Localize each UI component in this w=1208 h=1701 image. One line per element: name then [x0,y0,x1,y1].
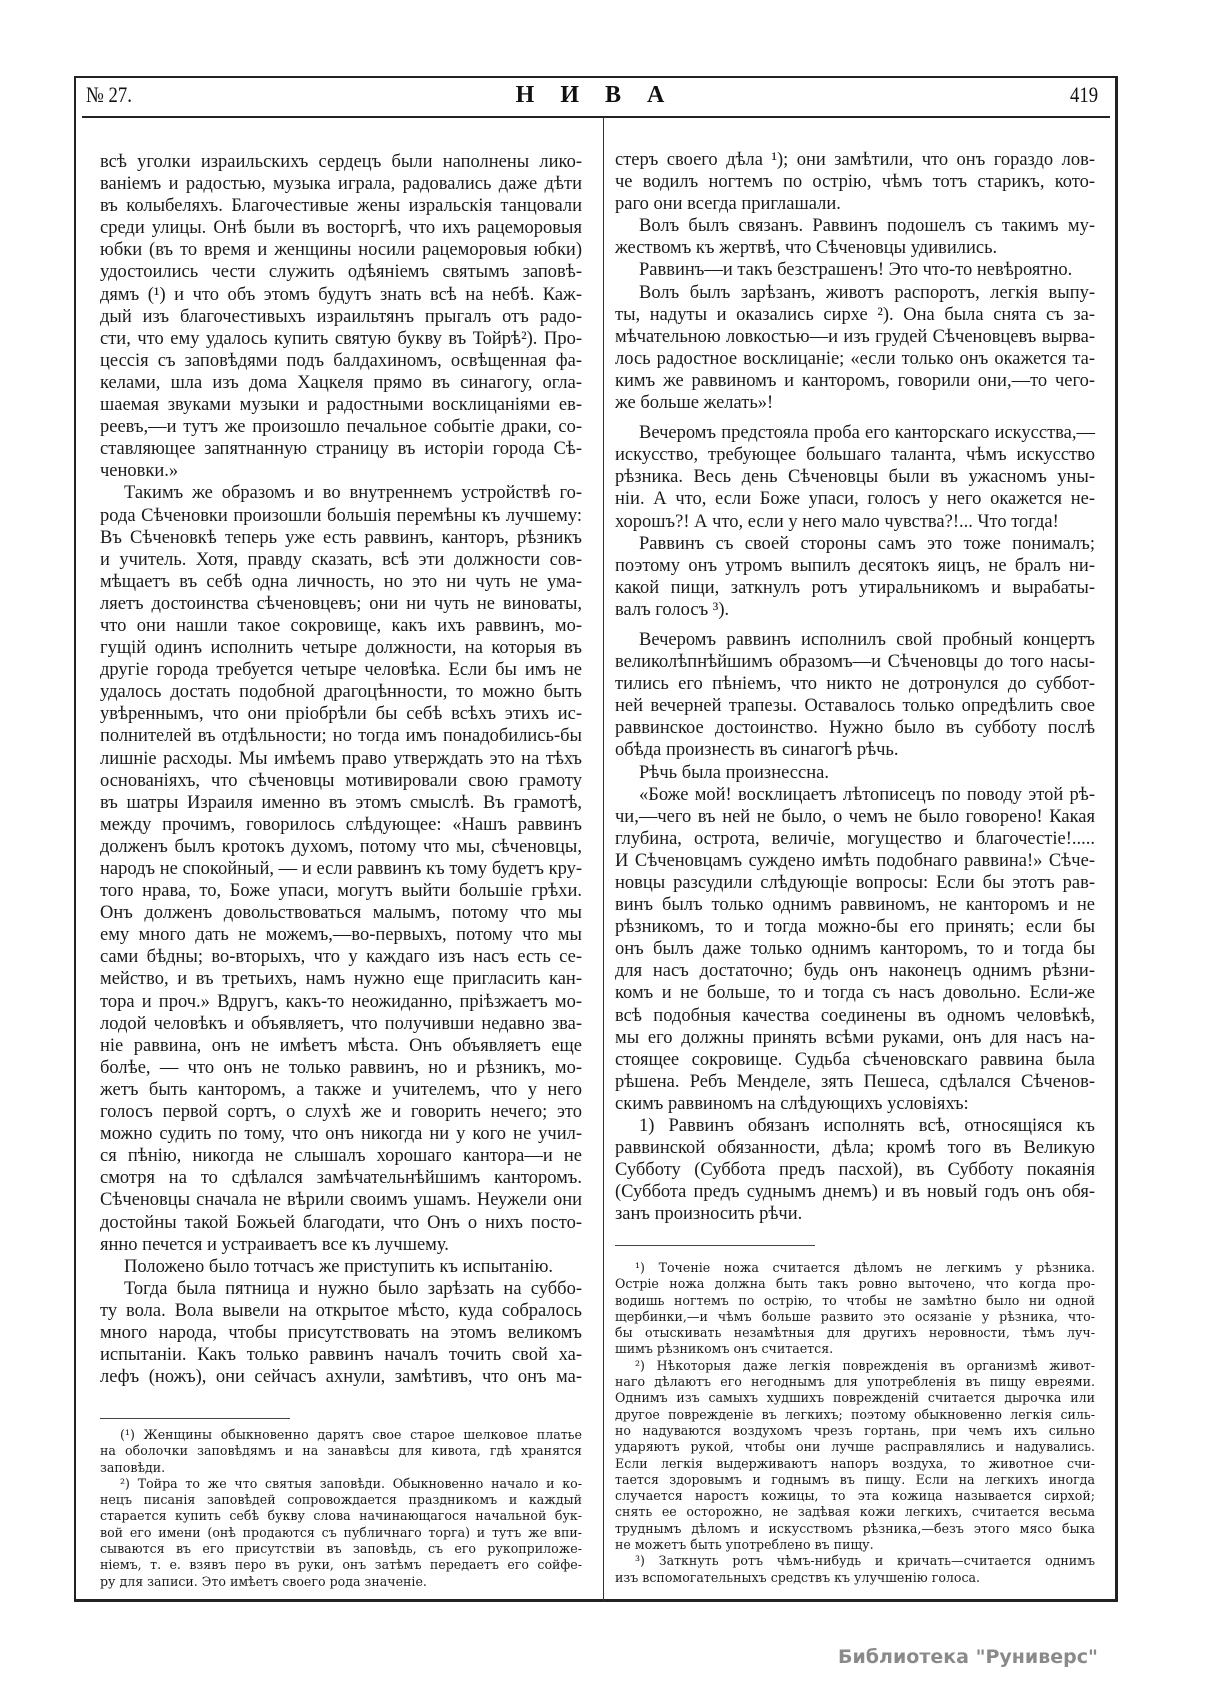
text-line: въ шатры Израиля именно въ этомъ смыслѣ. Въ грамотѣ, [100,792,582,813]
text-line: искусство, требующее большаго таланта, чѣмъ искусство [615,445,1095,466]
text-line: водишь ногтемъ по острію, то чтобы не замѣтно было ни одной [615,1292,1095,1308]
right-footnote-rule [615,1245,815,1246]
text-line: рѣзника. Весь день Сѣченовцы были въ ужасномъ уны- [615,467,1095,488]
text-line: ніи. А что, если Боже упаси, голосъ у него окажется не- [615,489,1095,510]
paragraph [100,1278,582,1388]
text-line: какой пищи, заткнулъ ротъ утиральникомъ и вырабаты- [615,577,1095,598]
text-line: онъ былъ даже только однимъ канторомъ, то и тогда бы [615,939,1095,960]
text-line: скимъ раввиномъ на слѣдующихъ условіяхъ: [615,1093,969,1114]
text-line: шаемая звуками музыки и радостными восклицаніями ев- [100,395,582,416]
text-line: вой его имени (онѣ продаются съ публичнаго торга) и тутъ же впи- [100,1524,582,1540]
text-line: народъ не спокойный, — и если раввинъ къ тому будетъ кру- [100,859,582,879]
text-line: ся пѣнію, никогда не слышалъ хорошаго кантора—и не [100,1146,582,1167]
text-line: много народа, чтобы присутствовать на этомъ великомъ [100,1322,582,1343]
text-line: янно печется и устраиваетъ все къ лучшему. [100,1234,449,1255]
text-line: «Боже мой! восклицаетъ лѣтописецъ по поводу этой рѣ- [639,784,1095,805]
page-number: 419 [1070,82,1099,107]
text-line: рода Сѣченовки произошли большія перемѣны къ лучшему: [100,505,582,526]
text-line: старается купить себѣ букву слова начинающагося начальной бук- [100,1508,582,1524]
paragraph [615,784,1095,1115]
column-divider [603,118,604,1602]
text-line: че водилъ ногтемъ по острію, чѣмъ тотъ старикъ, кото- [615,172,1095,193]
paragraph [615,259,1095,281]
left-column-footnotes [100,1427,582,1590]
text-line: наго дѣлаютъ его негоднымъ для употребленія въ пищу евреями. [615,1374,1095,1390]
text-line: мѣчательною ловкостью—и изъ грудей Сѣченовцевъ вырва- [615,326,1095,347]
header-rule [82,116,1110,118]
text-line: въ колыбеляхъ. Благочестивые жены изральскія танцовали [100,196,582,217]
text-line: не можетъ быть употреблено въ пищу. [615,1537,874,1553]
text-line: сываются въ его присутствіи въ заповѣдь, съ его рукоприложе- [100,1541,582,1557]
text-line: ты, надуты и оказались сирхе ²). Она была снята съ за- [615,304,1095,325]
text-line: рѣшена. Ребъ Менделе, зять Пешеса, сдѣлался Сѣченов- [615,1071,1095,1092]
text-line: Въ Сѣченовкѣ теперь уже есть раввинъ, канторъ, рѣзникъ [100,527,582,548]
right-column-footnotes [615,1260,1095,1586]
text-line: жетъ быть канторомъ, а также и учителемъ, что у него [100,1079,582,1100]
text-line: же больше желать»! [615,393,774,414]
text-line: Раввинъ съ своей стороны самъ это тоже понималъ; [639,533,1095,554]
text-line: лось радостное восклицаніе; «если только онъ окажется та- [615,348,1095,369]
text-line: винъ былъ только однимъ раввиномъ, не канторомъ и не [615,895,1095,916]
paragraph [615,533,1095,621]
text-line: жествомъ къ жертвѣ, что Сѣченовцы удивились. [615,238,998,259]
paragraph [615,1553,1095,1586]
text-line: Онъ долженъ довольствоваться малымъ, потому что мы [100,903,582,924]
text-line: дый изъ благочестивыхъ израильтянъ прыгалъ отъ радо- [100,306,582,327]
text-line: ту вола. Вола вывели на открытое мѣсто, куда собралось [100,1300,582,1321]
text-line: всѣ подобныя качества соединены въ одномъ человѣкѣ, [615,1005,1095,1026]
library-watermark: Библиотека "Руниверс" [838,1646,1098,1668]
text-line: тается здоровымъ и годнымъ въ пищу. Если на легкихъ иногда [615,1471,1095,1487]
text-line: ²) Тойра то же что святыя заповѣди. Обыкновенно начало и ко- [120,1475,582,1491]
text-line: Положено было тотчасъ же приступить къ испытанію. [124,1256,554,1277]
paragraph [100,482,582,1255]
text-line: ¹) Точеніе ножа считается дѣломъ не легкимъ у рѣзника. [635,1260,1095,1275]
text-line: цессія съ заповѣдями подъ балдахиномъ, освѣщенная фа- [100,350,582,371]
text-line: заповѣди. [100,1459,166,1475]
text-line: лишніе расходы. Мы имѣемъ право утверждать это на тѣхъ [100,748,582,769]
text-line: мейство, и въ третьихъ, намъ нужно еще пригласить кан- [100,969,582,990]
text-line: (¹) Женщины обыкновенно дарятъ свое старое шелковое платье [120,1427,582,1442]
text-line: мѣщаетъ въ себѣ одна личность, но это ни чуть не ума- [100,571,582,592]
text-line: среди улицы. Онѣ были въ восторгѣ, что ихъ рацеморовыя [100,218,582,239]
text-line: Остріе ножа должна быть такъ ровно выточено, что когда про- [615,1276,1095,1292]
text-line: всѣ уголки израильскихъ сердецъ были наполнены лико- [100,152,582,172]
text-line: случается наростъ кожицы, то эта кожица называется сирхой; [615,1488,1095,1504]
text-line: кимъ же раввиномъ и канторомъ, говорили они,—то чего- [615,370,1095,391]
text-line: ²) Нѣкоторыя даже легкія поврежденія въ организмѣ живот- [635,1357,1095,1373]
text-line: для насъ достаточно; будь онъ наконецъ однимъ рѣзни- [615,961,1095,982]
text-line: ставляющее запятнанную страницу въ исторіи города Сѣ- [100,439,582,460]
text-line: ченовки.» [100,461,179,482]
text-line: щербинки,—и чѣмъ больше развито это осязаніе у рѣзника, что- [615,1308,1095,1324]
paragraph [100,1476,582,1590]
paragraph [100,1427,582,1476]
paragraph [615,282,1095,415]
text-line: нецъ писанія заповѣдей сопровождается праздникомъ и каждый [100,1492,582,1508]
text-line: труднымъ дѣломъ и искусствомъ рѣзника,—безъ этого мясо быка [615,1520,1095,1536]
text-line: между прочимъ, говорилось слѣдующее: «Нашъ раввинъ [100,814,582,835]
right-column-text [615,149,1095,1226]
paragraph [615,1260,1095,1358]
text-line: тора и проч.» Вдругъ, какъ-то неожиданно, пріѣзжаетъ мо- [100,991,582,1012]
text-line: и учитель. Хотя, правду сказать, всѣ эти должности сов- [100,549,582,570]
text-line: ударяютъ рукой, чтобы они лучше расправлялись и надувались. [615,1439,1095,1455]
text-line: новцы разсудили слѣдующіе вопросы: Если бы этотъ рав- [615,873,1095,893]
text-line: комъ и не больше, то и тогда съ насъ довольно. Если-же [615,983,1095,1004]
text-line: глубина, острота, величіе, могущество и благочестіе!..... [615,828,1095,849]
text-line: обѣда произнесть въ синагогѣ рѣчь. [615,740,899,761]
text-line: келами, шла изъ дома Хацкеля прямо въ синагогу, огла- [100,372,582,393]
left-footnote-rule [100,1418,290,1419]
text-line: сти, что ему удалось купить святую букву въ Тойрѣ²). Про- [100,328,582,349]
text-line: Рѣчь была произнессна. [639,762,829,783]
text-line: ней вечерней трапезы. Оставалось только опредѣлить свое [615,696,1095,717]
text-line: хорошъ?! А что, если у него мало чувства?!... Что тогда! [615,511,1059,532]
text-line: гущій одинъ исполнить четыре должности, на которыя въ [100,638,582,659]
text-line: снять ее осторожно, не задѣвая кожи легкихъ, считается весьма [615,1504,1095,1520]
text-line: тились его пѣніемъ, что никто не дотронулся до суббот- [615,674,1095,695]
text-line: другіе города требуется четыре человѣка. Если бы имъ не [100,660,582,681]
paragraph [615,1115,1095,1225]
issue-number: № 27. [86,82,132,107]
text-line: валъ голосъ ³). [615,599,730,620]
text-line: увѣреннымъ, что они пріобрѣли бы себѣ всѣхъ этихъ ис- [100,704,582,725]
text-line: Однимъ изъ самыхъ худшихъ поврежденій считается дырочка или [615,1390,1095,1406]
text-line: юбки (въ то время и женщины носили рацеморовыя юбки) [100,240,582,261]
text-line: достойны такой Божьей благодати, что Онъ о нихъ посто- [100,1212,582,1233]
text-line: ніе раввина, онъ не имѣетъ мѣста. Онъ объявляетъ еще [100,1035,582,1056]
paragraph [615,422,1095,532]
text-line: сами бѣдны; во-вторыхъ, что у каждаго изъ насъ есть се- [100,947,582,968]
paragraph [100,1256,582,1278]
paragraph [615,1358,1095,1554]
text-line: Субботу (Суббота предъ пасхой), въ Субботу покаянія [615,1160,1095,1181]
text-line: Волъ былъ зарѣзанъ, животъ распоротъ, легкія выпу- [639,282,1095,303]
text-line: удалось достать подобной драгоцѣнности, то можно быть [100,682,582,703]
text-line: реевъ,—и тутъ же произошло печальное событіе драки, со- [100,417,582,438]
text-line: Тогда была пятница и нужно было зарѣзать на суббо- [124,1278,582,1299]
text-line: ³) Заткнуть ротъ чѣмъ-нибудь и кричать—считается однимъ [635,1553,1095,1569]
text-line: на оболочки заповѣдямъ и на занавѣсы для кивота, гдѣ хранятся [100,1443,582,1459]
text-line: стеръ своего дѣла ¹); они замѣтили, что онъ гораздо лов- [615,150,1095,170]
text-line: великолѣпнѣйшимъ образомъ—и Сѣченовцы до того насы- [615,652,1095,673]
text-line: рѣзникомъ, то и тогда можно-бы его принять; если бы [615,917,1095,938]
paragraph [615,149,1095,215]
text-line: лодой человѣкъ и объявляетъ, что получивши недавно зва- [100,1013,582,1034]
text-line: но надуваются воздухомъ чрезъ гортань, при чемъ ихъ сильно [615,1422,1095,1438]
text-line: Раввинъ—и такъ безстрашенъ! Это что-то невѣроятно. [639,260,1073,281]
text-line: поэтому онъ утромъ выпилъ десятокъ яицъ, не бралъ ни- [615,555,1095,576]
text-line: ру для записи. Это имѣетъ своего рода значеніе. [100,1573,427,1589]
text-line: ваніемъ и радостью, музыка играла, радовались даже дѣти [100,174,582,195]
text-line: болѣе, — что онъ не только раввинъ, но и рѣзникъ, мо- [100,1057,582,1078]
text-line: ему много дать не можемъ,—во-первыхъ, потому что мы [100,925,582,946]
text-line: раввинское достоинство. Нужно было въ субботу послѣ [615,718,1095,739]
text-line: Если легкія выдерживаютъ напоръ воздуха, то животное счи- [615,1455,1095,1471]
text-line: основаніяхъ, что сѣченовцы мотивировали свою грамоту [100,770,582,791]
text-line: Вечеромъ предстояла проба его канторскаго искусства,— [639,423,1095,444]
text-line: изъ вспомогательныхъ средствъ къ улучшенію голоса. [615,1569,981,1585]
text-line: 1) Раввинъ обязанъ исполнять всѣ, относящіяся къ [639,1116,1095,1137]
text-line: удостоились чести служить одѣяніемъ святымъ заповѣ- [100,262,582,283]
text-line: того нрава, то, Боже упаси, могутъ выйти большіе грѣхи. [100,881,582,902]
paragraph [615,629,1095,762]
text-line: Такимъ же образомъ и во внутреннемъ устройствѣ го- [124,483,582,504]
text-line: дямъ (¹) и что объ этомъ будутъ знать всѣ на небѣ. Каж- [100,284,582,305]
text-line: И Сѣченовцамъ суждено имѣть подобнаго раввина!» Сѣче- [615,850,1095,871]
text-line: другое поврежденіе въ легкихъ; поэтому обыкновенно легкія силь- [615,1406,1095,1422]
text-line: долженъ былъ кротокъ духомъ, потому что мы, сѣченовцы, [100,836,582,857]
paragraph [100,151,582,482]
text-line: Сѣченовцы сначала не вѣрили своимъ ушамъ. Неужели они [100,1190,582,1211]
text-line: чи,—чего въ ней не было, о чемъ не было говорено! Какая [615,806,1095,827]
text-line: раго они всегда приглашали. [615,194,841,215]
text-line: мы его должны принять всѣми руками, онъ для насъ на- [615,1027,1095,1048]
text-line: Вечеромъ раввинъ исполнилъ свой пробный концертъ [639,629,1095,650]
text-line: раввинской обязанности, дѣла; кромѣ того въ Великую [615,1138,1095,1159]
text-line: что они нашли такое сокровище, какъ ихъ раввинъ, мо- [100,615,582,636]
text-line: бы отыскивать незамѣтныя для другихъ неровности, тѣмъ луч- [615,1325,1095,1341]
left-column-text [100,151,582,1388]
text-line: можно судить по тому, что онъ никогда ни у кого не учил- [100,1124,582,1145]
text-line: ляетъ достоинства сѣченовцевъ; они ни чуть не виноваты, [100,593,582,614]
paragraph [615,762,1095,784]
text-line: лефъ (ножъ), они сейчасъ ахнули, замѣтивъ, что онъ ма- [100,1367,582,1388]
text-line: голосъ первой сортъ, о слухѣ же и говорить нечего; это [100,1102,582,1123]
text-line: испытаніи. Какъ только раввинъ началъ точить свой ха- [100,1345,582,1366]
text-line: ніемъ, т. е. взявъ перо въ руки, онъ затѣмъ передаетъ его сойфе- [100,1557,582,1573]
text-line: (Суббота предъ суднымъ днемъ) и въ новый годъ онъ обя- [615,1182,1095,1203]
magazine-title: Н И В А [515,82,675,108]
text-line: занъ произносить рѣчи. [615,1204,803,1225]
text-line: смотря на то сдѣлался замѣчательнѣйшимъ канторомъ. [100,1168,582,1189]
paragraph [615,215,1095,259]
text-line: Волъ былъ связанъ. Раввинъ подошелъ съ такимъ му- [639,216,1095,237]
text-line: шимъ рѣзникомъ онъ считается. [615,1341,834,1357]
text-line: полнителей въ отдѣльности; но тогда имъ понадобились-бы [100,726,582,747]
text-line: стоящее сокровище. Судьба сѣченовскаго раввина была [615,1049,1095,1070]
